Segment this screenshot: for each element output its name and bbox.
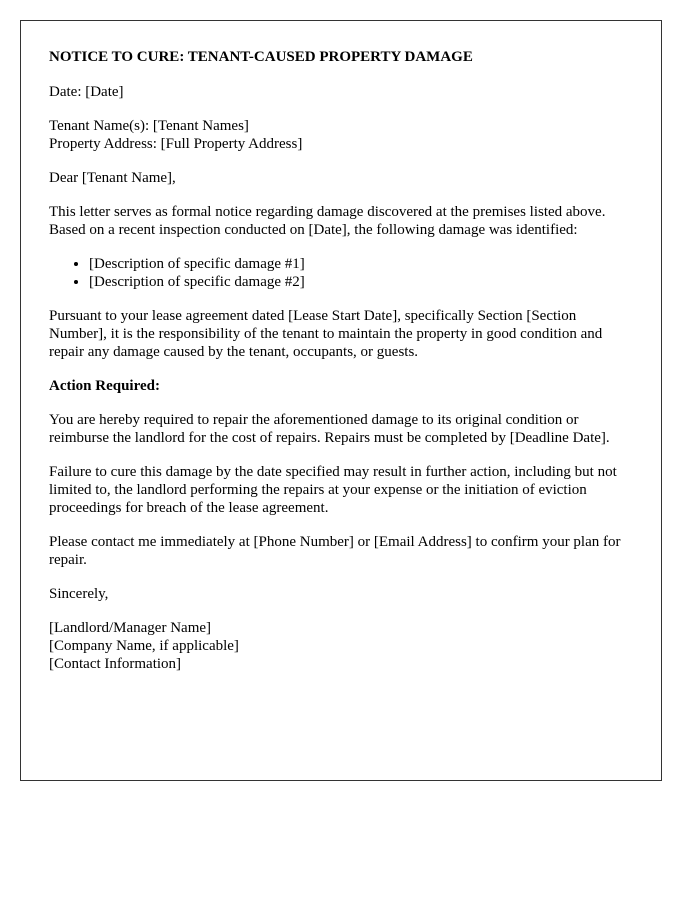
recipient-block — [49, 117, 633, 153]
closing: Sincerely, — [49, 586, 109, 602]
tenant-line: Tenant Name(s): [Tenant Names] — [49, 118, 249, 134]
signature-block — [49, 619, 633, 673]
signature-contact: [Contact Information] — [49, 656, 182, 672]
lease-paragraph: Pursuant to your lease agreement dated [Lease Start Date], specifically Section [Section Number], it is the responsibility of the tenant to maintain the property in good condition and repair any damage caused by the tenant, occupants, or guests. — [49, 308, 603, 360]
signature-company: [Company Name, if applicable] — [49, 638, 239, 654]
intro-paragraph: This letter serves as formal notice regarding damage discovered at the premises listed above. Based on a recent inspection conducted on [Date], the following damage was identified: — [49, 204, 606, 238]
notice-letter — [20, 20, 662, 781]
action-heading: Action Required: — [49, 378, 160, 394]
contact-paragraph: Please contact me immediately at [Phone Number] or [Email Address] to confirm your plan for repair. — [49, 534, 621, 568]
failure-paragraph: Failure to cure this damage by the date specified may result in further action, including but not limited to, the landlord performing the repairs at your expense or the initiation of eviction proceedings for breach of the lease agreement. — [49, 464, 617, 516]
salutation: Dear [Tenant Name], — [49, 170, 176, 186]
damage-list — [49, 255, 633, 291]
date-line: Date: [Date] — [49, 84, 124, 100]
address-line: Property Address: [Full Property Address] — [49, 136, 303, 152]
letter-title: NOTICE TO CURE: TENANT-CAUSED PROPERTY DAMAGE — [49, 49, 473, 65]
damage-item: • [Description of specific damage #2] — [89, 273, 633, 291]
damage-item: • [Description of specific damage #1] — [89, 255, 633, 273]
signature-name: [Landlord/Manager Name] — [49, 620, 212, 636]
action-paragraph: You are hereby required to repair the aforementioned damage to its original condition or reimburse the landlord for the cost of repairs. Repairs must be completed by [Deadline Date]. — [49, 412, 610, 446]
